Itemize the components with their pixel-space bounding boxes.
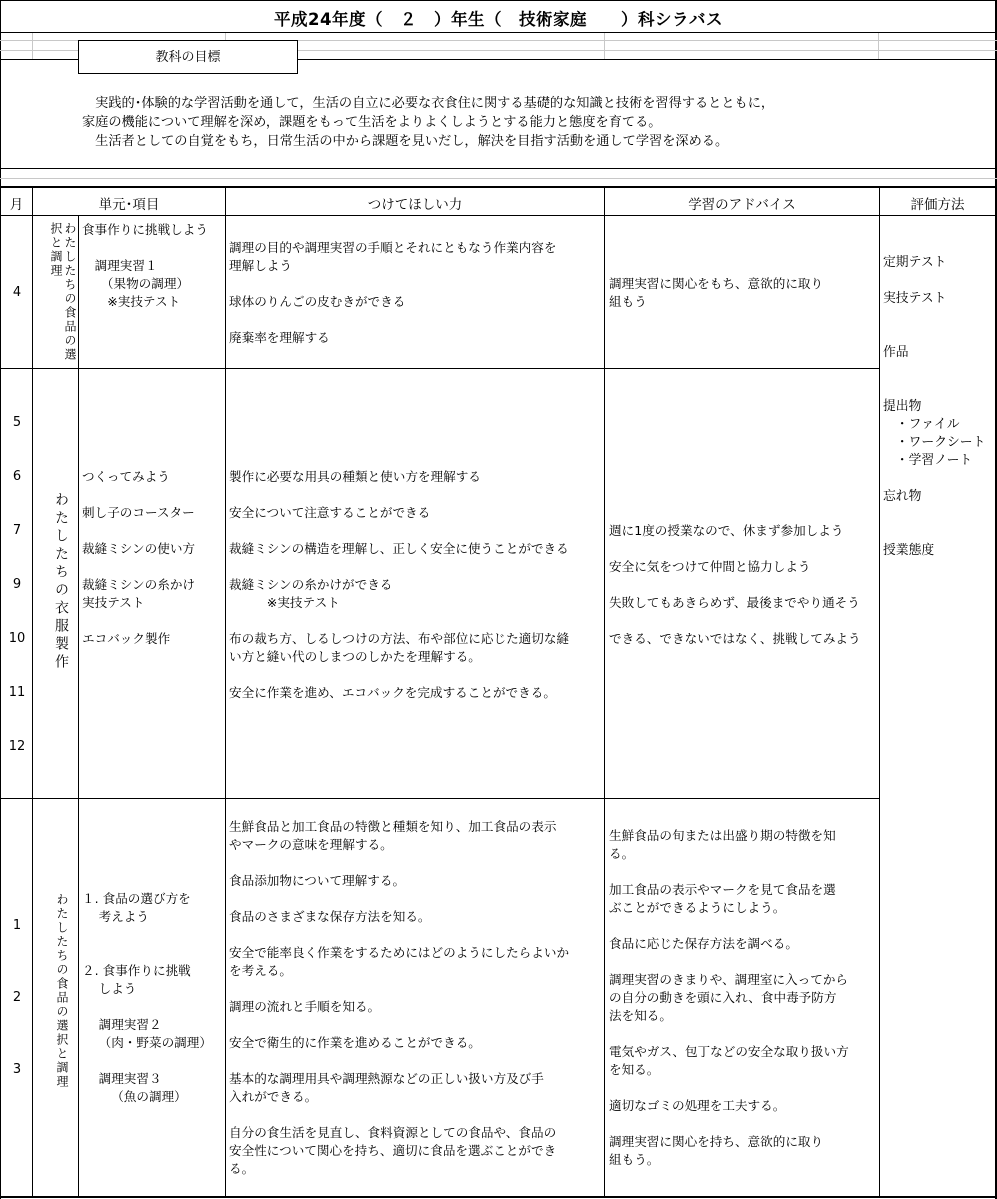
list-item: 食品のさまざまな保存方法を知る。 — [229, 909, 431, 924]
list-item: 安全で衛生的に作業を進めることができる。 — [229, 1035, 481, 1050]
list-item: の自分の動きを頭に入れ、食中毒予防方 — [609, 990, 837, 1005]
list-item — [229, 666, 603, 684]
list-item: 調理実習のきまりや、調理室に入ってから — [609, 972, 849, 987]
list-item — [82, 612, 224, 630]
month-label: 3 — [12, 1062, 22, 1077]
list-item — [609, 1025, 877, 1043]
unit-items — [82, 468, 224, 648]
list-item — [82, 239, 224, 257]
list-item: 組もう — [609, 294, 647, 309]
list-item: 実技テスト — [82, 595, 145, 610]
list-item: 生鮮食品と加工食品の特徴と種類を知り、加工食品の表示 — [229, 819, 557, 834]
list-item: エコバック製作 — [82, 631, 171, 646]
advice-list — [609, 275, 877, 311]
list-item: 調理実習１ — [82, 258, 158, 273]
advice-list — [609, 522, 877, 648]
list-item — [609, 953, 877, 971]
list-item — [883, 506, 995, 524]
list-item: 忘れ物 — [883, 489, 922, 504]
list-item: 理解しよう — [229, 258, 292, 273]
list-item: 裁縫ミシンの使い方 — [82, 541, 196, 556]
list-item: 考えよう — [82, 909, 149, 924]
list-item — [229, 522, 603, 540]
list-item — [82, 998, 224, 1016]
list-item: い方と縫い代のしまつのしかたを理解する。 — [229, 649, 481, 664]
objective-line: 家庭の機能について理解を深め，課題をもって生活をよりよくしようとする能力と態度を育てる。 — [82, 115, 662, 130]
list-item — [82, 486, 224, 504]
list-item: ※実技テスト — [229, 595, 340, 610]
ability-list — [229, 468, 603, 702]
list-item: ・ワークシート — [883, 435, 986, 450]
list-item — [609, 612, 877, 630]
page-title: 平成24年度（ ２ ）年生（ 技術家庭 ）科シラバス — [274, 10, 723, 29]
list-item — [229, 854, 603, 872]
list-item — [609, 1115, 877, 1133]
list-item — [883, 308, 995, 326]
list-item: 布の裁ち方、しるしつけの方法、布や部位に応じた適切な縫 — [229, 631, 570, 646]
list-item: 提出物 — [883, 399, 922, 414]
header-advice: 学習のアドバイス — [688, 197, 796, 213]
list-item — [229, 558, 603, 576]
list-item — [609, 917, 877, 935]
unit-items — [82, 221, 224, 311]
list-item: 調理の目的や調理実習の手順とそれにともなう作業内容を — [229, 240, 557, 255]
list-item: 調理の流れと手順を知る。 — [229, 999, 381, 1014]
list-item: 法を知る。 — [609, 1008, 672, 1023]
list-item: 廃棄率を理解する — [229, 330, 330, 345]
list-item: やマークの意味を理解する。 — [229, 837, 393, 852]
list-item: 安全に気をつけて仲間と協力しよう — [609, 559, 811, 574]
list-item: 入れができる。 — [229, 1089, 318, 1104]
list-item: 裁縫ミシンの糸かけ — [82, 577, 196, 592]
list-item: 安全で能率良く作業をするためにはどのようにしたらよいか — [229, 945, 570, 960]
list-item: 週に1度の授業なので、休まず参加しよう — [609, 523, 844, 538]
list-item: 調理実習に関心を持ち、意欲的に取り — [609, 1134, 824, 1149]
evaluation-list — [883, 254, 995, 560]
list-item: ※実技テスト — [82, 294, 181, 309]
list-item: る。 — [609, 846, 635, 861]
month-label: 6 — [12, 469, 22, 484]
list-item: 組もう。 — [609, 1152, 660, 1167]
objective-line: 実践的･体験的な学習活動を通して，生活の自立に必要な衣食住に関する基礎的な知識と技術を習得するとともに， — [82, 96, 775, 111]
list-item: 安全について注意することができる — [229, 505, 431, 520]
list-item — [82, 944, 224, 962]
month-label: 10 — [8, 631, 26, 646]
list-item — [229, 1106, 603, 1124]
list-item — [883, 470, 995, 488]
list-item — [229, 980, 603, 998]
list-item: を考える。 — [229, 963, 292, 978]
list-item — [229, 612, 603, 630]
list-item: 調理実習２ — [82, 1017, 162, 1032]
ability-list — [229, 818, 603, 1178]
list-item: （魚の調理） — [82, 1089, 187, 1104]
month-label: 7 — [12, 523, 22, 538]
month-label: 5 — [12, 415, 22, 430]
list-item: ・学習ノート — [883, 453, 973, 468]
list-item — [883, 380, 995, 398]
unit-title: わたしたちの食品の選択と調理 — [55, 893, 69, 1089]
list-item: 刺し子のコースター — [82, 505, 195, 520]
advice-list — [609, 827, 877, 1169]
list-item: 加工食品の表示やマークを見て食品を選 — [609, 882, 836, 897]
header-month: 月 — [9, 197, 24, 213]
unit-title: わたしたちの衣服製作 — [53, 492, 69, 672]
list-item — [82, 1052, 224, 1070]
list-item: 自分の食生活を見直し、食料資源としての食品や、食品の — [229, 1125, 557, 1140]
list-item: 調理実習に関心をもち、意欲的に取り — [609, 276, 824, 291]
objective-text — [82, 94, 982, 151]
list-item — [82, 926, 224, 944]
list-item: 調理実習３ — [82, 1071, 162, 1086]
list-item — [609, 1079, 877, 1097]
list-item: 定期テスト — [883, 255, 947, 270]
list-item: 授業態度 — [883, 543, 935, 558]
list-item — [229, 486, 603, 504]
list-item: 食事作りに挑戦しよう — [82, 222, 208, 237]
list-item: 適切なゴミの処理を工夫する。 — [609, 1098, 786, 1113]
list-item — [883, 524, 995, 542]
list-item: 食品に応じた保存方法を調べる。 — [609, 936, 798, 951]
list-item: できる、できないではなく、挑戦してみよう — [609, 631, 861, 646]
list-item: る。 — [229, 1161, 255, 1176]
list-item — [883, 326, 995, 344]
list-item — [82, 558, 224, 576]
list-item: 生鮮食品の旬または出盛り期の特徴を知 — [609, 828, 836, 843]
list-item: 実技テスト — [883, 291, 947, 306]
list-item: ・ファイル — [883, 417, 960, 432]
list-item — [229, 275, 603, 293]
list-item — [229, 926, 603, 944]
list-item — [229, 1016, 603, 1034]
objective-line: 生活者としての自覚をもち，日常生活の中から課題を見いだし，解決を目指す活動を通して学習を深める。 — [82, 134, 729, 149]
header-ability: つけてほしい力 — [367, 197, 463, 213]
month-label: 1 — [12, 918, 22, 933]
list-item: 食品添加物について理解する。 — [229, 873, 406, 888]
list-item: １. 食品の選び方を — [82, 891, 191, 906]
ability-list — [229, 239, 603, 347]
month-label: 4 — [12, 285, 22, 300]
unit-title: わたしたちの食品の選択と調理 — [49, 222, 77, 362]
list-item: 基本的な調理用具や調理熱源などの正しい扱い方及び手 — [229, 1071, 544, 1086]
list-item: 裁縫ミシンの構造を理解し、正しく安全に使うことができる — [229, 541, 569, 556]
list-item — [229, 1052, 603, 1070]
list-item — [229, 890, 603, 908]
header-unit: 単元･項目 — [98, 197, 160, 213]
month-label: 9 — [12, 577, 22, 592]
list-item: を知る。 — [609, 1062, 660, 1077]
objective-label: 教科の目標 — [78, 40, 298, 74]
list-item: しよう — [82, 981, 137, 996]
list-item — [82, 522, 224, 540]
list-item: 球体のりんごの皮むきができる — [229, 294, 406, 309]
list-item: ２. 食事作りに挑戦 — [82, 963, 191, 978]
list-item: 裁縫ミシンの糸かけができる — [229, 577, 393, 592]
unit-items — [82, 890, 224, 1106]
list-item: 電気やガス、包丁などの安全な取り扱い方 — [609, 1044, 849, 1059]
month-label: 11 — [8, 685, 26, 700]
month-label: 12 — [8, 739, 26, 754]
list-item — [883, 272, 995, 290]
list-item: （果物の調理） — [82, 276, 190, 291]
header-evaluation: 評価方法 — [910, 197, 965, 213]
list-item — [609, 540, 877, 558]
list-item — [229, 311, 603, 329]
list-item: つくってみよう — [82, 469, 170, 484]
list-item — [609, 576, 877, 594]
list-item: （肉・野菜の調理） — [82, 1035, 212, 1050]
month-label: 2 — [12, 990, 22, 1005]
list-item: 安全性について関心を持ち、適切に食品を選ぶことができ — [229, 1143, 557, 1158]
list-item: 製作に必要な用具の種類と使い方を理解する — [229, 469, 481, 484]
list-item: 安全に作業を進め、エコバックを完成することができる。 — [229, 685, 556, 700]
list-item — [883, 362, 995, 380]
list-item: 失敗してもあきらめず、最後までやり通そう — [609, 595, 860, 610]
list-item: 作品 — [883, 345, 909, 360]
list-item: ぶことができるようにしよう。 — [609, 900, 786, 915]
list-item — [609, 863, 877, 881]
